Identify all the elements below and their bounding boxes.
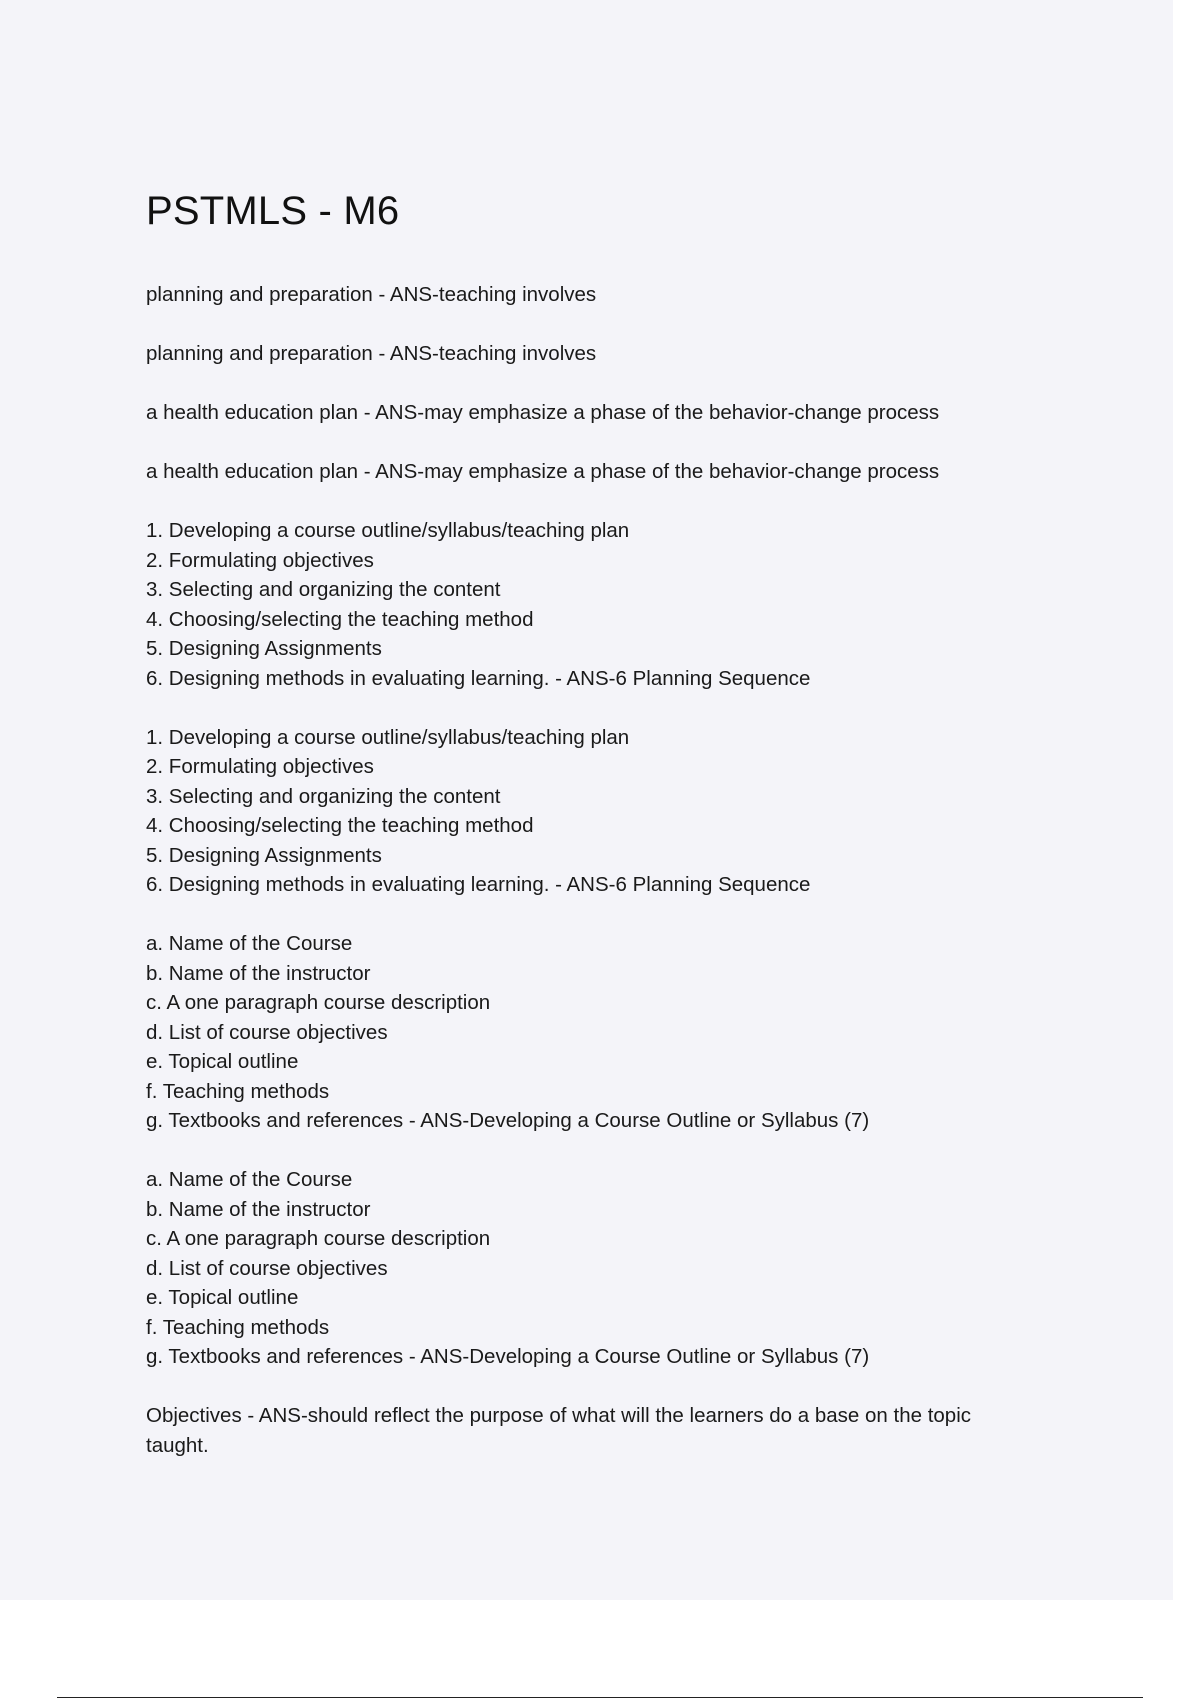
entry-line: a. Name of the Course [146,1168,353,1191]
entry-line: d. List of course objectives [146,1256,388,1280]
flashcard-entry [146,723,1066,900]
flashcard-entry [146,457,1066,487]
entry-line: taught. [146,1433,209,1457]
entry-line: 3. Selecting and organizing the content [146,578,501,601]
entry-line: 1. Developing a course outline/syllabus/teaching plan [146,725,630,749]
footer-divider [57,1697,1143,1698]
flashcard-entry [146,929,1066,1136]
entry-line: 6. Designing methods in evaluating learning. - ANS-6 Planning Sequence [146,666,811,690]
entry-line: e. Topical outline [146,1050,299,1073]
entry-line: 3. Selecting and organizing the content [146,784,501,808]
entry-line: 4. Choosing/selecting the teaching method [146,607,534,631]
entry-line: 6. Designing methods in evaluating learning. - ANS-6 Planning Sequence [146,873,811,896]
entry-line: g. Textbooks and references - ANS-Developing a Course Outline or Syllabus (7) [146,1109,870,1132]
entry-line: planning and preparation - ANS-teaching involves [146,342,597,365]
flashcard-entry [146,1401,1066,1460]
flashcard-entry [146,398,1066,428]
entry-line: f. Teaching methods [146,1315,330,1339]
entry-line: g. Textbooks and references - ANS-Developing a Course Outline or Syllabus (7) [146,1345,870,1368]
entry-line: planning and preparation - ANS-teaching involves [146,283,597,306]
entry-line: b. Name of the instructor [146,1197,371,1221]
entry-line: Objectives - ANS-should reflect the purpose of what will the learners do a base on the topic [146,1404,972,1427]
entry-line: a health education plan - ANS-may emphasize a phase of the behavior-change process [146,460,940,483]
entry-line: 2. Formulating objectives [146,548,374,572]
entry-line: 1. Developing a course outline/syllabus/teaching plan [146,519,630,542]
flashcard-entry [146,1165,1066,1372]
entry-line: a health education plan - ANS-may emphasize a phase of the behavior-change process [146,401,940,424]
flashcard-entry [146,516,1066,693]
flashcard-entry [146,339,1066,369]
entry-line: 4. Choosing/selecting the teaching method [146,814,534,837]
entry-line: b. Name of the instructor [146,961,371,985]
entry-line: f. Teaching methods [146,1079,330,1103]
entry-line: d. List of course objectives [146,1020,388,1044]
entry-line: 5. Designing Assignments [146,843,382,867]
entry-line: 5. Designing Assignments [146,637,382,660]
entry-line: c. A one paragraph course description [146,991,491,1014]
entry-line: c. A one paragraph course description [146,1227,491,1250]
page-title: PSTMLS - M6 [146,189,400,233]
entry-line: e. Topical outline [146,1286,299,1309]
entry-line: a. Name of the Course [146,932,353,955]
document-body [146,280,1066,1490]
entry-line: 2. Formulating objectives [146,755,374,778]
flashcard-entry [146,280,1066,310]
